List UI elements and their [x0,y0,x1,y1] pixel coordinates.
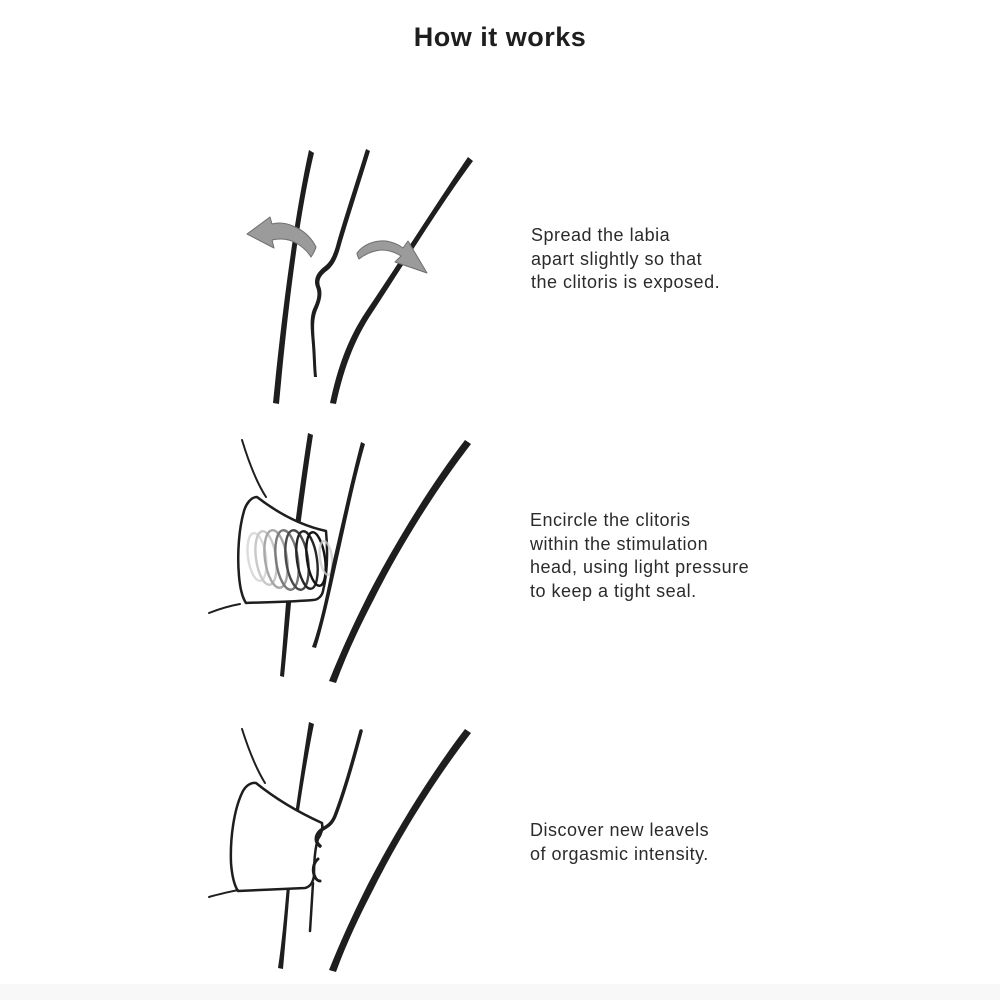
caption-line: of orgasmic intensity. [530,843,709,864]
illustration-step-3-discover [200,708,500,980]
caption-line: Spread the labia [531,225,671,245]
labia-lines-right [312,440,471,683]
illustration-step-2-encircle [200,425,500,690]
spread-right-arrow-icon [357,241,427,273]
spread-left-arrow-icon [247,217,316,257]
caption-line: the clitoris is exposed. [531,272,721,292]
caption-line: apart slightly so that [531,248,703,269]
step-2-caption [530,509,749,603]
stimulation-head [209,440,327,613]
caption-line: head, using light pressure [530,557,750,577]
step-3-caption [530,819,709,866]
clitoris-line [310,731,361,931]
labia-lines [273,149,473,404]
caption-line: Discover new leavels [530,820,710,840]
caption-line: Encircle the clitoris [530,510,691,530]
bottom-edge-band [0,984,1000,1000]
illustration-step-1-spread [220,140,500,415]
step-1-caption [531,224,720,295]
caption-line: within the stimulation [530,533,709,554]
caption-line: to keep a tight seal. [530,580,697,601]
page-title: How it works [413,22,587,52]
